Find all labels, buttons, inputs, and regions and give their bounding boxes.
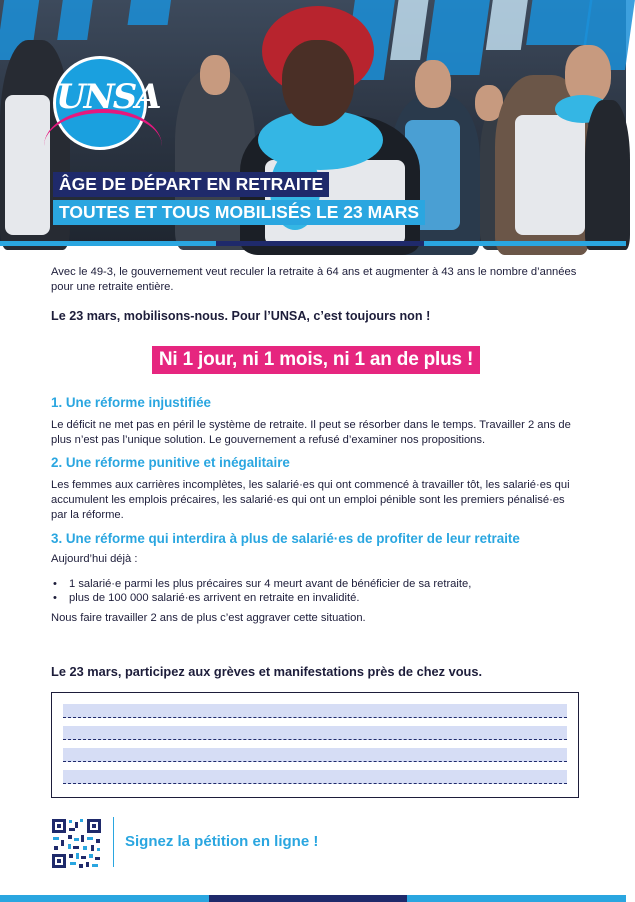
slogan-wrap: [51, 346, 581, 374]
call-to-action: Le 23 mars, participez aux grèves et manifestations près de chez vous.: [51, 664, 483, 679]
petition-link[interactable]: Signez la pétition en ligne !: [125, 833, 319, 850]
fill-line[interactable]: [63, 726, 567, 740]
section-3-bullets: [51, 577, 581, 605]
hero-title: ÂGE DE DÉPART EN RETRAITE: [53, 172, 329, 197]
section-1-body: Le déficit ne met pas en péril le système de retraite. Il peut se résorber dans le temps. Travailler 2 ans de plus n’est pas l’unique solution. Le gouvernement a refusé d’examiner nos propositions.: [51, 419, 571, 446]
hero-subtitle: TOUTES ET TOUS MOBILISÉS LE 23 MARS: [53, 200, 425, 225]
section-2-title: 2. Une réforme punitive et inégalitaire: [51, 455, 290, 470]
intro-paragraph: Avec le 49-3, le gouvernement veut reculer la retraite à 64 ans et augmenter à 43 ans le nombre d’années pour une retraite entière.: [51, 266, 577, 293]
section-3-intro: Aujourd’hui déjà :: [51, 553, 138, 565]
fill-line[interactable]: [63, 704, 567, 718]
leaflet-content: [51, 265, 581, 626]
section-3-conclusion: Nous faire travailler 2 ans de plus c’est aggraver cette situation.: [51, 612, 366, 624]
section-3-title: 3. Une réforme qui interdira à plus de salarié·es de profiter de leur retraite: [51, 531, 520, 546]
divider-band-accent: [216, 241, 424, 246]
logo-text: UNSA: [56, 77, 160, 117]
footer-band-accent: [209, 895, 407, 902]
fill-line[interactable]: [63, 748, 567, 762]
event-details-box[interactable]: [51, 692, 579, 798]
list-item: • 1 salarié·e parmi les plus précaires sur 4 meurt avant de bénéficier de sa retraite,: [51, 577, 581, 591]
unsa-logo: [53, 56, 160, 150]
list-item: • plus de 100 000 salarié·es arrivent en retraite en invalidité.: [51, 591, 581, 605]
qr-separator: [113, 817, 114, 867]
slogan-banner: Ni 1 jour, ni 1 mois, ni 1 an de plus !: [152, 346, 480, 374]
qr-code-icon[interactable]: [51, 818, 102, 869]
intro-lead: Le 23 mars, mobilisons-nous. Pour l’UNSA, c’est toujours non !: [51, 309, 431, 323]
section-2-body: Les femmes aux carrières incomplètes, les salarié·es qui ont commencé à travailler tôt, les salarié·es qui accumulent les emplois précaires, les salarié·es qui ont un emploi pénible sont les premiers pénalisé·es par la réforme.: [51, 479, 570, 521]
section-1-title: 1. Une réforme injustifiée: [51, 395, 211, 410]
fill-line[interactable]: [63, 770, 567, 784]
